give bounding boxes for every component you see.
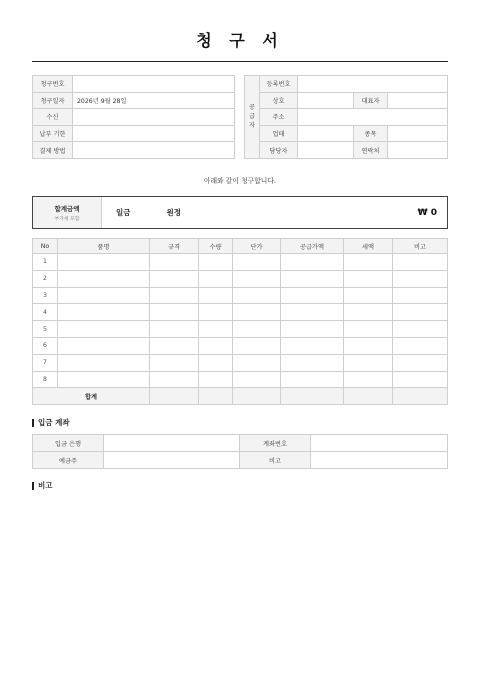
ceo-label: 대표자 — [354, 92, 388, 109]
sum-note-cell — [393, 388, 448, 405]
row-number: 8 — [33, 371, 58, 388]
row-number: 4 — [33, 304, 58, 321]
supply-amount-cell[interactable] — [281, 287, 344, 304]
col-header-item-name: 품명 — [58, 239, 150, 254]
tax-cell[interactable] — [344, 287, 393, 304]
registration-number-label: 등록번호 — [260, 76, 298, 93]
tax-cell[interactable] — [344, 337, 393, 354]
quantity-cell[interactable] — [199, 270, 233, 287]
spec-cell[interactable] — [150, 304, 199, 321]
note-cell[interactable] — [393, 371, 448, 388]
info-row — [33, 125, 235, 142]
info-row — [33, 142, 235, 159]
unit-price-cell[interactable] — [233, 354, 281, 371]
company-name-field[interactable] — [298, 92, 354, 109]
item-name-cell[interactable] — [58, 287, 150, 304]
col-header-quantity: 수량 — [199, 239, 233, 254]
quantity-cell[interactable] — [199, 304, 233, 321]
spec-cell[interactable] — [150, 337, 199, 354]
supplier-vertical-label — [245, 76, 260, 159]
info-row — [33, 109, 235, 126]
account-holder-field[interactable] — [104, 452, 240, 469]
item-name-cell[interactable] — [58, 270, 150, 287]
spec-cell[interactable] — [150, 354, 199, 371]
spec-cell[interactable] — [150, 287, 199, 304]
account-number-field[interactable] — [311, 435, 448, 452]
bank-name-label: 입금 은행 — [33, 435, 104, 452]
table-row — [33, 254, 448, 271]
table-row — [33, 304, 448, 321]
spec-cell[interactable] — [150, 371, 199, 388]
business-type-label: 업태 — [260, 125, 298, 142]
unit-price-cell[interactable] — [233, 371, 281, 388]
row-number: 7 — [33, 354, 58, 371]
supply-amount-cell[interactable] — [281, 354, 344, 371]
due-date-field[interactable] — [73, 125, 235, 142]
row-number: 3 — [33, 287, 58, 304]
sum-unit-price-cell — [233, 388, 281, 405]
business-item-field[interactable] — [388, 125, 448, 142]
quantity-cell[interactable] — [199, 337, 233, 354]
quantity-cell[interactable] — [199, 321, 233, 338]
title-divider — [32, 61, 448, 62]
bank-section-title-text: 입금 계좌 — [38, 418, 70, 427]
company-name-label: 상호 — [260, 92, 298, 109]
quantity-cell[interactable] — [199, 287, 233, 304]
quantity-cell[interactable] — [199, 354, 233, 371]
supply-amount-cell[interactable] — [281, 270, 344, 287]
unit-price-cell[interactable] — [233, 254, 281, 271]
items-sum-row — [33, 388, 448, 405]
note-cell[interactable] — [393, 270, 448, 287]
item-name-cell[interactable] — [58, 337, 150, 354]
registration-number-field[interactable] — [298, 76, 448, 93]
row-number: 2 — [33, 270, 58, 287]
col-header-tax: 세액 — [344, 239, 393, 254]
table-row — [33, 270, 448, 287]
table-row — [33, 354, 448, 371]
contact-field[interactable] — [388, 142, 448, 159]
bank-section-title — [32, 417, 70, 428]
info-row — [33, 76, 235, 93]
address-field[interactable] — [298, 109, 448, 126]
invoice-notice: 아래와 같이 청구합니다. — [203, 177, 277, 185]
note-cell[interactable] — [393, 287, 448, 304]
supply-amount-cell[interactable] — [281, 337, 344, 354]
row-number: 1 — [33, 254, 58, 271]
supplier-vertical-text: 공 급 자 — [249, 104, 255, 130]
bank-memo-label: 비고 — [240, 452, 311, 469]
recipient-label: 수신 — [33, 109, 73, 126]
document-title: 청 구 서 — [196, 31, 284, 50]
manager-label: 담당자 — [260, 142, 298, 159]
total-amount-label-cell — [33, 197, 102, 228]
table-row — [33, 321, 448, 338]
spec-cell[interactable] — [150, 254, 199, 271]
bank-memo-field[interactable] — [311, 452, 448, 469]
unit-price-cell[interactable] — [233, 270, 281, 287]
sum-label: 합계 — [33, 388, 150, 405]
total-amount-value: ₩ 0 — [417, 207, 437, 218]
unit-price-cell[interactable] — [233, 287, 281, 304]
line-items-table — [32, 238, 448, 405]
spec-cell[interactable] — [150, 321, 199, 338]
table-row — [33, 287, 448, 304]
note-cell[interactable] — [393, 254, 448, 271]
col-header-no: No — [33, 239, 58, 254]
invoice-info-table — [32, 75, 235, 159]
supply-amount-cell[interactable] — [281, 254, 344, 271]
row-number: 5 — [33, 321, 58, 338]
invoice-number-label: 청구번호 — [33, 76, 73, 93]
sum-tax-cell — [344, 388, 393, 405]
business-type-field[interactable] — [298, 125, 354, 142]
payment-method-label: 결제 방법 — [33, 142, 73, 159]
supplier-info-table — [244, 75, 448, 159]
supply-amount-cell[interactable] — [281, 371, 344, 388]
tax-cell[interactable] — [344, 270, 393, 287]
item-name-cell[interactable] — [58, 354, 150, 371]
row-number: 6 — [33, 337, 58, 354]
ceo-field[interactable] — [388, 92, 448, 109]
tax-cell[interactable] — [344, 321, 393, 338]
note-cell[interactable] — [393, 337, 448, 354]
col-header-spec: 규격 — [150, 239, 199, 254]
sum-quantity-cell — [199, 388, 233, 405]
manager-field[interactable] — [298, 142, 354, 159]
unit-price-cell[interactable] — [233, 304, 281, 321]
payment-method-field[interactable] — [73, 142, 235, 159]
account-holder-label: 예금주 — [33, 452, 104, 469]
info-row — [33, 92, 235, 109]
total-amount-label: 합계금액 — [54, 204, 80, 213]
total-amount-box — [32, 196, 448, 229]
spec-cell[interactable] — [150, 270, 199, 287]
table-row — [33, 337, 448, 354]
supply-amount-cell[interactable] — [281, 304, 344, 321]
vat-included-note: 부가세 포함 — [54, 216, 80, 222]
unit-price-cell[interactable] — [233, 337, 281, 354]
invoice-number-field[interactable] — [73, 76, 235, 93]
invoice-date-field[interactable]: 2026년 9월 28일 — [73, 92, 235, 109]
tax-cell[interactable] — [344, 354, 393, 371]
remarks-section-title-text: 비고 — [38, 481, 53, 490]
bank-account-table — [32, 434, 448, 469]
section-marker — [32, 419, 34, 427]
business-item-label: 종목 — [354, 125, 388, 142]
tax-cell[interactable] — [344, 371, 393, 388]
invoice-date-label: 청구일자 — [33, 92, 73, 109]
item-name-cell[interactable] — [58, 304, 150, 321]
unit-price-cell[interactable] — [233, 321, 281, 338]
contact-label: 연락처 — [354, 142, 388, 159]
supply-amount-cell[interactable] — [281, 321, 344, 338]
item-name-cell[interactable] — [58, 371, 150, 388]
note-cell[interactable] — [393, 321, 448, 338]
amount-suffix-text: 원정 — [166, 208, 181, 217]
note-cell[interactable] — [393, 354, 448, 371]
address-label: 주소 — [260, 109, 298, 126]
remarks-section-title — [32, 480, 53, 491]
due-date-label: 납부 기한 — [33, 125, 73, 142]
col-header-note: 비고 — [393, 239, 448, 254]
section-marker — [32, 482, 34, 490]
bank-name-field[interactable] — [104, 435, 240, 452]
sum-supply-amount-cell — [281, 388, 344, 405]
recipient-field[interactable] — [73, 109, 235, 126]
amount-prefix-text: 일금 — [116, 208, 131, 217]
item-name-cell[interactable] — [58, 321, 150, 338]
tax-cell[interactable] — [344, 254, 393, 271]
sum-spec-cell — [150, 388, 199, 405]
col-header-unit-price: 단가 — [233, 239, 281, 254]
item-name-cell[interactable] — [58, 254, 150, 271]
table-row — [33, 371, 448, 388]
tax-cell[interactable] — [344, 304, 393, 321]
quantity-cell[interactable] — [199, 254, 233, 271]
col-header-supply-amount: 공급가액 — [281, 239, 344, 254]
account-number-label: 계좌번호 — [240, 435, 311, 452]
items-header-row — [33, 239, 448, 254]
note-cell[interactable] — [393, 304, 448, 321]
quantity-cell[interactable] — [199, 371, 233, 388]
